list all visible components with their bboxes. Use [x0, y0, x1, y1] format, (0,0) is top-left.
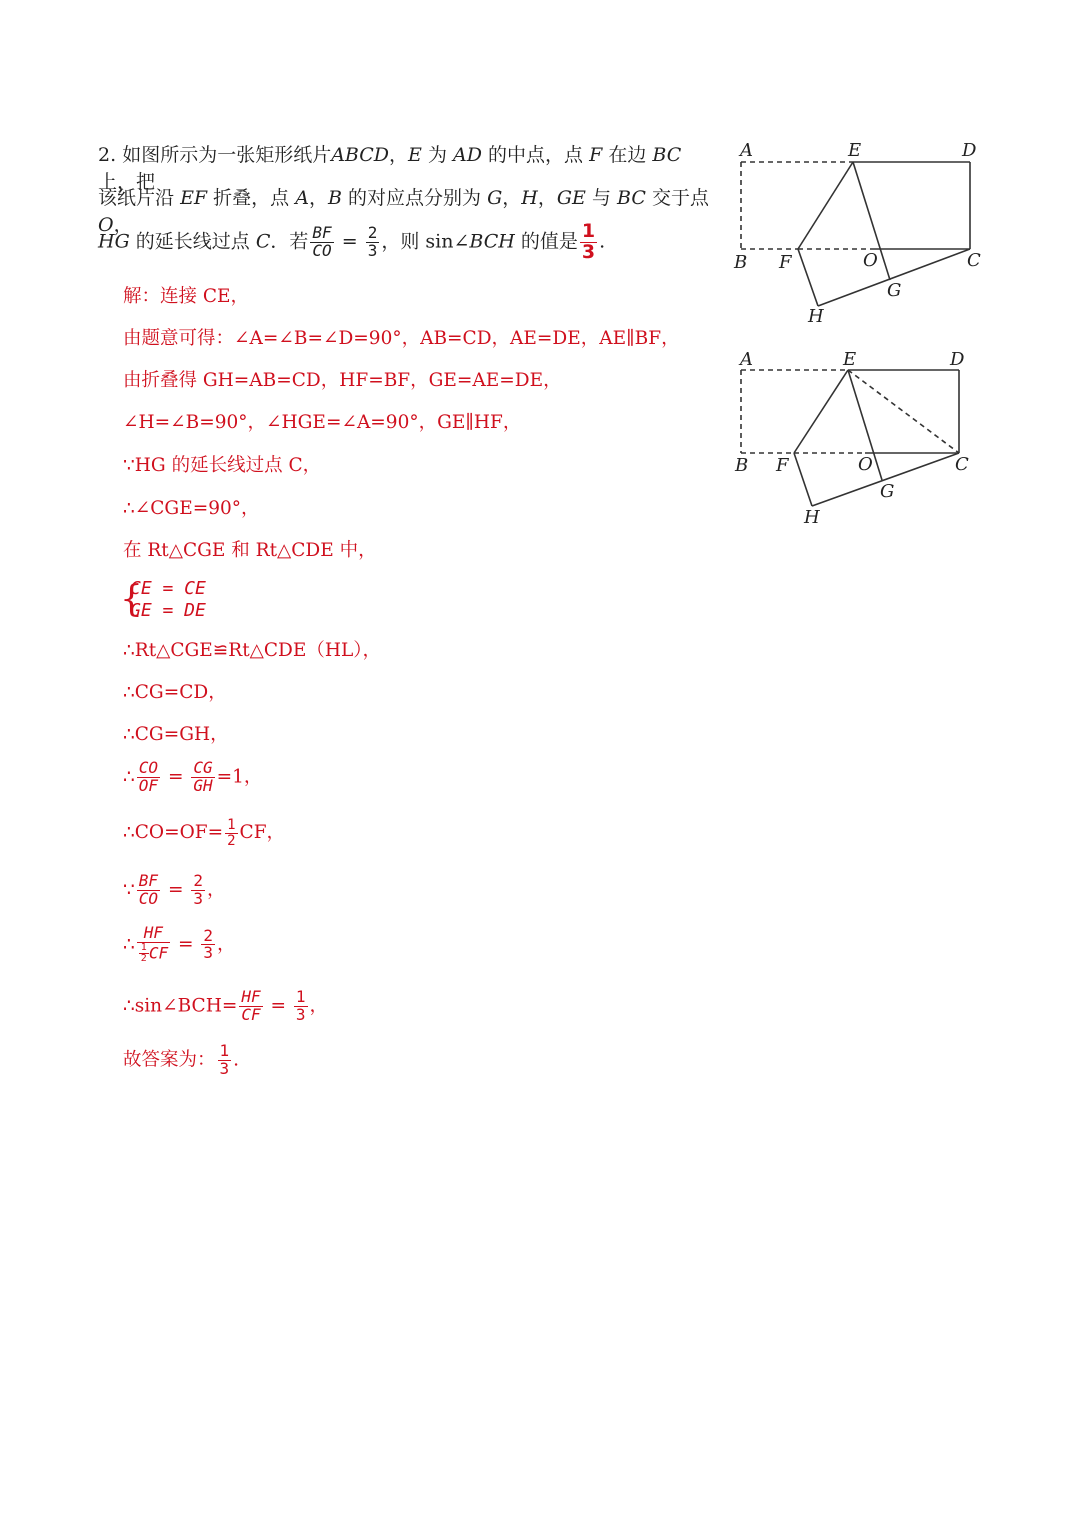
- problem-text: H: [521, 187, 538, 209]
- solution-line: ∴∠CGE=90°，: [123, 498, 260, 519]
- fraction-numerator: 2: [367, 223, 378, 243]
- geometry-figure-1: [732, 138, 992, 333]
- point-label: O: [858, 454, 873, 475]
- solution-text: ，: [217, 933, 236, 955]
- problem-text: 与: [591, 187, 611, 209]
- fraction-denominator: CF: [241, 1004, 261, 1024]
- fraction-denominator: GH: [193, 775, 213, 795]
- equals-sign: =: [341, 230, 358, 253]
- solution-text: 故答案为：: [123, 1049, 216, 1071]
- solution-line: 由折叠得 GH=AB=CD，HF=BF，GE=AE=DE，: [123, 370, 562, 391]
- fraction-numerator: 1: [219, 1041, 230, 1060]
- problem-text: ，: [502, 187, 522, 209]
- problem-number: 2.: [98, 144, 117, 166]
- fraction: [239, 989, 262, 1024]
- fraction: [137, 873, 160, 908]
- solution-line: 解：连接 CE，: [123, 286, 250, 307]
- point-label: B: [735, 455, 749, 476]
- segment-fh: [794, 453, 812, 506]
- problem-text: ，: [389, 144, 409, 166]
- problem-text: .: [599, 230, 606, 253]
- brace-symbol: {: [120, 579, 143, 620]
- problem-text: EF: [180, 187, 208, 209]
- fraction: [137, 925, 170, 965]
- point-label: O: [863, 250, 878, 271]
- equals-sign: =: [167, 766, 184, 788]
- problem-line-3: [98, 222, 723, 263]
- fraction: [201, 925, 215, 963]
- fraction: [191, 760, 214, 795]
- fraction-denominator: 3: [203, 943, 214, 963]
- equals-sign: =: [167, 879, 184, 901]
- solution-line: [123, 873, 226, 908]
- point-label: H: [808, 306, 824, 327]
- problem-text: G: [487, 187, 503, 209]
- point-label: A: [740, 349, 753, 370]
- fraction-denominator: 3: [367, 240, 378, 260]
- problem-text: GE: [556, 187, 586, 209]
- problem-text: 折叠，点: [213, 187, 290, 209]
- problem-text: ．若: [270, 230, 309, 253]
- point-label: E: [848, 140, 862, 161]
- point-label: F: [779, 252, 792, 273]
- problem-text: ，: [308, 187, 328, 209]
- equals-sign: =: [270, 995, 286, 1017]
- problem-text: HG: [98, 230, 130, 253]
- point-label: G: [880, 481, 895, 502]
- system-row: GE = DE: [130, 600, 206, 621]
- fraction-denominator: OF: [138, 775, 159, 795]
- fraction: [294, 989, 308, 1024]
- solution-line: [123, 818, 285, 848]
- problem-text: 该纸片沿: [98, 187, 175, 209]
- answer-denominator: 3: [581, 240, 596, 263]
- problem-text: C: [255, 230, 271, 253]
- segment-ef: [794, 370, 848, 453]
- point-label: A: [740, 140, 753, 161]
- solution-line: [123, 760, 262, 795]
- problem-text: 如图所示为一张矩形纸片: [122, 144, 332, 166]
- dashed-segment-ec: [848, 370, 959, 453]
- fraction-denominator: 2: [140, 953, 147, 965]
- problem-text: 在边: [608, 144, 647, 166]
- equals-sign: =: [177, 933, 194, 955]
- problem-text: B: [327, 187, 342, 209]
- solution-text: ，: [309, 995, 329, 1017]
- solution-line: ∴CG=CD，: [123, 682, 227, 703]
- fraction-numerator: 1: [295, 987, 306, 1006]
- fraction-numerator: CO: [138, 758, 159, 777]
- fraction-denominator: 3: [295, 1004, 306, 1024]
- solution-line: ∴CG=GH，: [123, 724, 229, 745]
- point-label: G: [887, 280, 902, 301]
- fraction-numerator: CG: [193, 758, 213, 777]
- solution-text: ∴sin∠BCH=: [123, 995, 238, 1017]
- solution-line: [123, 925, 236, 965]
- fraction-numerator: 1: [227, 817, 236, 833]
- fraction: [137, 760, 160, 795]
- solution-text: ∴CO=OF=: [123, 822, 224, 844]
- solution-text: ，: [206, 879, 226, 901]
- solution-line: [123, 989, 328, 1024]
- segment-ef: [798, 162, 853, 249]
- fraction-denominator: 2: [227, 832, 236, 849]
- solution-line: ∵HG 的延长线过点 C，: [123, 455, 322, 476]
- problem-text: 上，把: [98, 171, 156, 193]
- solution-text: ∴: [123, 933, 135, 955]
- problem-text: 的值是: [514, 230, 578, 253]
- point-label: D: [962, 140, 977, 161]
- point-label: B: [734, 252, 748, 273]
- fraction-2-3: [366, 225, 380, 260]
- solution-text: ∴: [123, 766, 135, 788]
- solution-line: 在 Rt△CGE 和 Rt△CDE 中，: [123, 540, 377, 561]
- problem-text: 为: [427, 144, 447, 166]
- fraction-numerator: 2: [193, 871, 203, 890]
- problem-text: BCH: [469, 230, 515, 253]
- answer-fraction: [580, 222, 597, 263]
- point-label: F: [776, 455, 789, 476]
- fraction-bf-co: [310, 225, 333, 260]
- system-row: CE = CE: [130, 578, 206, 599]
- fraction-numerator: BF: [312, 223, 332, 243]
- problem-text: 的延长线过点: [135, 230, 250, 253]
- equation-system: [120, 578, 206, 622]
- problem-text: A: [295, 187, 309, 209]
- solution-line: 由题意可得：∠A=∠B=∠D=90°，AB=CD，AE=DE，AE∥BF，: [123, 328, 680, 349]
- problem-text: ，则 sin∠: [381, 230, 470, 253]
- point-label: C: [955, 454, 969, 475]
- fraction-numerator: BF: [138, 871, 159, 890]
- point-label: C: [967, 250, 981, 271]
- solution-text: CF，: [239, 822, 286, 844]
- geometry-figure-2: [732, 348, 992, 533]
- fraction-denominator: CO: [138, 888, 159, 908]
- problem-text: BC: [652, 144, 682, 166]
- solution-text: CF: [148, 943, 169, 963]
- solution-line: ∴Rt△CGE≌Rt△CDE（HL），: [123, 640, 382, 661]
- point-label: H: [804, 507, 820, 528]
- fraction-numerator: 2: [203, 925, 214, 945]
- answer-numerator: 1: [581, 220, 596, 242]
- solution-line: [123, 1043, 239, 1078]
- fraction: [218, 1043, 232, 1078]
- fraction-denominator: 3: [219, 1058, 230, 1078]
- fraction-numerator: HF: [241, 987, 261, 1006]
- problem-text: O: [98, 214, 114, 236]
- fraction-denominator: [137, 943, 170, 965]
- problem-text: 交于点: [651, 187, 709, 209]
- problem-text: ，: [537, 187, 557, 209]
- fraction-denominator: CO: [312, 240, 332, 260]
- fraction-numerator: HF: [137, 925, 170, 943]
- nested-fraction: [139, 943, 149, 965]
- problem-text: ABCD: [331, 144, 390, 166]
- solution-text: .: [233, 1049, 240, 1071]
- solution-text: ∵: [123, 879, 135, 901]
- problem-text: E: [408, 144, 422, 166]
- fraction: [191, 873, 205, 908]
- fraction-numerator: 1: [140, 941, 147, 953]
- problem-text: 的对应点分别为: [348, 187, 482, 209]
- problem-text: BC: [617, 187, 646, 209]
- solution-text: =1，: [216, 766, 263, 788]
- point-label: D: [950, 349, 965, 370]
- problem-text: ，: [113, 214, 133, 236]
- problem-text: 的中点，点: [488, 144, 584, 166]
- solution-line: ∠H=∠B=90°，∠HGE=∠A=90°，GE∥HF，: [123, 412, 522, 433]
- point-label: E: [843, 349, 857, 370]
- problem-text: F: [589, 144, 603, 166]
- problem-text: AD: [453, 144, 482, 166]
- segment-fh: [798, 249, 818, 306]
- fraction-denominator: 3: [193, 888, 203, 908]
- fraction: [225, 818, 237, 848]
